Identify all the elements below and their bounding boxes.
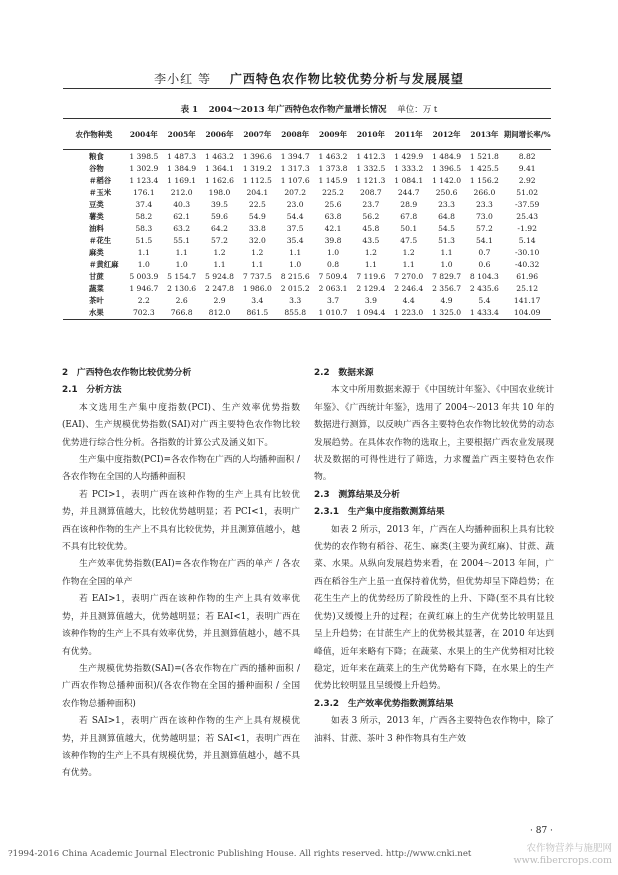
table-row [63, 295, 551, 307]
value-cell: 204.1 [246, 187, 269, 197]
value-cell: 2 063.1 [318, 284, 348, 294]
column-header: 2007年 [238, 119, 276, 150]
table-row [63, 174, 551, 186]
value-cell: 40.3 [173, 199, 191, 209]
value-cell: 1 521.8 [469, 151, 499, 161]
value-cell: 32.0 [248, 235, 266, 245]
crop-name-cell: ＃稻谷 [89, 175, 112, 185]
column-header: 2013年 [465, 119, 503, 150]
table-row [63, 307, 551, 320]
crop-name-cell: 豆类 [89, 199, 104, 209]
body-paragraph: 生产规模优势指数(SAI)=(各农作物在广西的播种面积 / 广西农作物总播种面积)/(各农作物在全国的播种面积 / 全国农作物总播种面积) [62, 663, 300, 709]
value-cell: 2 015.2 [280, 284, 310, 294]
value-cell: 58.3 [135, 223, 153, 233]
value-cell: 766.8 [163, 307, 201, 320]
value-cell: 25.43 [516, 211, 539, 221]
column-header: 期间增长率/% [503, 119, 551, 150]
left-column-text [62, 365, 300, 783]
value-cell: -37.59 [515, 199, 540, 209]
right-column-text [314, 365, 554, 748]
crop-name-cell: 麻类 [89, 247, 104, 257]
value-cell: 62.1 [173, 211, 191, 221]
value-cell: 1.1 [213, 259, 226, 269]
value-cell: 1.2 [213, 247, 226, 257]
value-cell: 1 319.2 [242, 163, 272, 173]
table-caption [0, 103, 618, 115]
value-cell: 45.8 [362, 223, 380, 233]
value-cell: 1 010.7 [314, 307, 352, 320]
crop-name-cell: 甘蔗 [89, 271, 104, 281]
value-cell: 1 142.0 [432, 175, 462, 185]
value-cell: 1 396.6 [242, 151, 272, 161]
value-cell: 54.1 [475, 235, 493, 245]
value-cell: 1 946.7 [129, 284, 159, 294]
value-cell: 7 119.6 [356, 271, 386, 281]
value-cell: 0.8 [326, 259, 340, 269]
value-cell: 1 317.3 [280, 163, 310, 173]
value-cell: 23.0 [286, 199, 304, 209]
value-cell: 0.6 [478, 259, 491, 269]
value-cell: 861.5 [238, 307, 276, 320]
value-cell: 4.9 [440, 296, 453, 306]
value-cell: 23.7 [362, 199, 380, 209]
value-cell: 61.96 [516, 271, 539, 281]
watermark-line: 农作物营养与施肥网 [526, 843, 612, 854]
table-row [63, 186, 551, 198]
value-cell: 1.0 [175, 259, 188, 269]
crop-name-cell: ＃玉米 [89, 187, 112, 197]
value-cell: 1 107.6 [280, 175, 310, 185]
table-caption-text: 2004～2013 年广西特色农作物产量增长情况 [208, 105, 387, 115]
value-cell: 64.2 [211, 223, 228, 233]
value-cell: 64.8 [438, 211, 456, 221]
body-paragraph: 若 EAI>1，表明广西在该种作物的生产上具有效率优势，并且测算值越大，优势越明显；若 EAI<1，表明广西在该种作物的生产上不具有效率优势，并且测算值越小，越不具有优势。 [62, 594, 300, 657]
value-cell: 225.2 [322, 187, 344, 197]
value-cell: 1.2 [402, 247, 415, 257]
table-body [63, 150, 551, 320]
value-cell: 212.0 [170, 187, 193, 197]
table-row [63, 150, 551, 163]
value-cell: 7 509.4 [318, 271, 348, 281]
crop-name-cell: 茶叶 [89, 296, 104, 306]
value-cell: -1.92 [517, 223, 537, 233]
body-paragraph: 本文中所用数据来源于《中国统计年鉴》、《中国农业统计年鉴》、《广西统计年鉴》，选用了 2004～2013 年共 10 年的数据进行测算，以反映广西各主要特色农作物比较优势的动态发展趋势。在具体农作物的选取上，主要根据广西农业发展现状及数据的可得性进行了筛选，力求覆盖广西主要特色农作物。 [314, 385, 554, 483]
value-cell: 39.5 [211, 199, 228, 209]
value-cell: 1 223.0 [390, 307, 428, 320]
value-cell: 57.2 [475, 223, 493, 233]
value-cell: 1.0 [289, 259, 302, 269]
crop-name-cell: 薯类 [89, 211, 104, 221]
value-cell: 1 325.0 [428, 307, 466, 320]
table-row [63, 222, 551, 234]
crop-name-cell: 谷物 [89, 163, 104, 173]
value-cell: 63.8 [324, 211, 342, 221]
value-cell: 3.4 [251, 296, 264, 306]
value-cell: 57.2 [211, 235, 228, 245]
crop-name-cell: 蔬菜 [89, 284, 104, 294]
value-cell: 2 246.4 [394, 284, 424, 294]
crop-name-cell: 油料 [89, 223, 104, 233]
value-cell: 1 487.3 [167, 151, 197, 161]
body-paragraph: 若 SAI>1，表明广西在该种作物的生产上具有规模优势，并且测算值越大，优势越明显；若 SAI<1，表明广西在该种作物的生产上不具有规模优势，并且测算值越小，越不具有优势。 [62, 716, 300, 779]
value-cell: 51.5 [135, 235, 153, 245]
value-cell: 1 484.9 [432, 151, 462, 161]
value-cell: 1 398.5 [129, 151, 159, 161]
value-cell: -30.10 [515, 247, 540, 257]
value-cell: 1.1 [364, 259, 377, 269]
value-cell: 1 302.9 [129, 163, 159, 173]
value-cell: 1.0 [326, 247, 340, 257]
value-cell: 23.3 [475, 199, 493, 209]
value-cell: 1 169.1 [167, 175, 197, 185]
value-cell: 1.2 [364, 247, 377, 257]
value-cell: 37.5 [286, 223, 304, 233]
value-cell: 7 737.5 [242, 271, 272, 281]
value-cell: 35.4 [286, 235, 304, 245]
column-header: 2010年 [352, 119, 390, 150]
column-header: 2006年 [201, 119, 239, 150]
value-cell: 23.3 [438, 199, 456, 209]
page-number: · 87 · [530, 826, 553, 836]
value-cell: 47.5 [400, 235, 418, 245]
value-cell: 1 463.2 [318, 151, 348, 161]
value-cell: 54.9 [248, 211, 266, 221]
table-row [63, 198, 551, 210]
value-cell: 141.17 [513, 296, 541, 306]
value-cell: 1 333.2 [394, 163, 424, 173]
value-cell: 1 123.4 [129, 175, 159, 185]
value-cell: 1 396.5 [432, 163, 462, 173]
column-header: 2005年 [163, 119, 201, 150]
table-caption-label: 表 1 [180, 105, 199, 115]
body-paragraph: 如表 3 所示，2013 年，广西各主要特色农作物中，除了油料、甘蔗、茶叶 3 种作物具有生产效 [314, 716, 554, 744]
running-header [0, 70, 618, 87]
value-cell: 812.0 [201, 307, 239, 320]
body-paragraph: 本文选用生产集中度指数(PCI)、生产效率优势指数(EAI)、生产规模优势指数(SAI)对广西主要特色农作物比较优势进行综合性分析。各指数的计算公式及涵义如下。 [62, 402, 300, 448]
value-cell: 22.5 [248, 199, 266, 209]
value-cell: 1 394.7 [280, 151, 310, 161]
value-cell: 208.7 [360, 187, 382, 197]
table-unit: 单位：万 t [397, 105, 438, 115]
watermark-line: www.fibercrops.com [513, 855, 612, 866]
value-cell: 1.1 [402, 259, 415, 269]
value-cell: 1 121.3 [356, 175, 386, 185]
value-cell: 1.1 [251, 259, 264, 269]
value-cell: 63.2 [173, 223, 191, 233]
value-cell: 2.6 [175, 296, 188, 306]
value-cell: 67.8 [400, 211, 418, 221]
header-title: 广西特色农作物比较优势分析与发展展望 [229, 72, 464, 86]
value-cell: 4.4 [402, 296, 415, 306]
value-cell: 28.9 [400, 199, 418, 209]
value-cell: 1.1 [175, 247, 188, 257]
value-cell: 1.1 [440, 247, 453, 257]
value-cell: 104.09 [503, 307, 551, 320]
table-row [63, 270, 551, 282]
value-cell: 1 986.0 [242, 284, 272, 294]
value-cell: 1.0 [440, 259, 453, 269]
value-cell: 5 924.8 [205, 271, 234, 281]
section-heading: 2 广西特色农作物比较优势分析 [62, 368, 192, 378]
value-cell: 2 247.8 [205, 284, 234, 294]
table-header-row [63, 119, 551, 150]
value-cell: 2 130.6 [167, 284, 197, 294]
value-cell: 51.3 [438, 235, 456, 245]
value-cell: 1 162.6 [205, 175, 234, 185]
table-row [63, 246, 551, 258]
value-cell: 73.0 [475, 211, 493, 221]
value-cell: 176.1 [132, 187, 155, 197]
value-cell: 1 145.9 [318, 175, 348, 185]
value-cell: 25.12 [516, 284, 539, 294]
value-cell: 1 433.4 [465, 307, 503, 320]
value-cell: 1.1 [289, 247, 302, 257]
crop-name-cell: 水果 [63, 307, 125, 320]
value-cell: 2 356.7 [432, 284, 462, 294]
value-cell: 2 129.4 [356, 284, 386, 294]
column-header: 农作物种类 [63, 119, 125, 150]
value-cell: 855.8 [276, 307, 314, 320]
value-cell: 56.2 [362, 211, 380, 221]
value-cell: 207.2 [284, 187, 307, 197]
production-growth-table [63, 118, 551, 320]
value-cell: 250.6 [435, 187, 458, 197]
table-row [63, 283, 551, 295]
value-cell: 1 094.4 [352, 307, 390, 320]
value-cell: 7 270.0 [394, 271, 424, 281]
value-cell: 1 332.5 [356, 163, 386, 173]
value-cell: 54.4 [286, 211, 304, 221]
value-cell: 266.0 [473, 187, 496, 197]
value-cell: 0.7 [478, 247, 491, 257]
value-cell: 25.6 [324, 199, 342, 209]
header-authors: 李小红 等 [154, 72, 211, 86]
value-cell: 1 112.5 [242, 175, 272, 185]
value-cell: 1.2 [251, 247, 264, 257]
value-cell: 43.5 [362, 235, 380, 245]
body-paragraph: 如表 2 所示，2013 年，广西在人均播种面积上具有比较优势的农作物有稻谷、花生、麻类(主要为黄红麻)、甘蔗、蔬菜、水果。从纵向发展趋势来看，在 2004～2013 年间，广西在稻谷生产上虽一直保持着优势，但优势却呈下降趋势；在花生生产上的优势经历了阶段性的上升、下降(至不具有比较优势)又缓慢上升的过程；在黄红麻上的生产优势比较明显且呈上升趋势；在甘蔗生产上的优势极其显著，在 2010 年达到峰值，近年来略有下降；在蔬菜、水果上的生产优势相对比较稳定，近年来在蔬菜上的生产优势略有下降，在水果上的生产优势比较明显且呈缓慢上升趋势。 [314, 524, 554, 692]
value-cell: 2 435.6 [469, 284, 499, 294]
copyright-footer: ?1994-2016 China Academic Journal Electronic Publishing House. All rights reserved. http://www.cnki.net [8, 849, 472, 859]
crop-name-cell: ＃黄红麻 [89, 259, 119, 269]
value-cell: 1 429.9 [394, 151, 424, 161]
value-cell: 59.6 [211, 211, 228, 221]
value-cell: 9.41 [518, 163, 536, 173]
value-cell: 33.8 [248, 223, 266, 233]
value-cell: 2.2 [137, 296, 150, 306]
value-cell: 5.14 [518, 235, 536, 245]
value-cell: 1.1 [137, 247, 150, 257]
value-cell: -40.32 [515, 259, 540, 269]
table-row [63, 162, 551, 174]
value-cell: 1 412.3 [356, 151, 386, 161]
value-cell: 1 463.2 [205, 151, 234, 161]
value-cell: 2.92 [518, 175, 536, 185]
value-cell: 51.02 [516, 187, 539, 197]
table-row [63, 234, 551, 246]
body-paragraph: 生产效率优势指数(EAI)=各农作物在广西的单产 / 各农作物在全国的单产 [62, 559, 300, 587]
value-cell: 5 154.7 [167, 271, 197, 281]
value-cell: 1.0 [137, 259, 150, 269]
column-header: 2011年 [390, 119, 428, 150]
value-cell: 1 425.5 [469, 163, 499, 173]
body-paragraph: 生产集中度指数(PCI)=各农作物在广西的人均播种面积 / 各农作物在全国的人均播种面积 [62, 455, 300, 483]
value-cell: 42.1 [324, 223, 342, 233]
value-cell: 50.1 [400, 223, 418, 233]
value-cell: 58.2 [135, 211, 153, 221]
header-rule [63, 88, 551, 89]
section-heading: 2.3.2 生产效率优势指数测算结果 [314, 698, 454, 709]
value-cell: 1 156.2 [469, 175, 499, 185]
section-heading: 2.2 数据来源 [314, 368, 374, 378]
table-row [63, 210, 551, 222]
value-cell: 5 003.9 [129, 271, 159, 281]
value-cell: 198.0 [208, 187, 231, 197]
section-heading: 2.1 分析方法 [62, 385, 122, 396]
value-cell: 1 364.1 [205, 163, 234, 173]
value-cell: 8.82 [518, 151, 536, 161]
column-header: 2012年 [428, 119, 466, 150]
value-cell: 244.7 [397, 187, 420, 197]
value-cell: 702.3 [125, 307, 163, 320]
value-cell: 37.4 [135, 199, 153, 209]
value-cell: 1 084.1 [394, 175, 424, 185]
value-cell: 54.5 [438, 223, 456, 233]
value-cell: 3.3 [289, 296, 302, 306]
crop-name-cell: ＃花生 [89, 235, 112, 245]
section-heading: 2.3 测算结果及分析 [314, 489, 400, 500]
value-cell: 39.8 [324, 235, 342, 245]
table-row [63, 258, 551, 270]
value-cell: 5.4 [478, 296, 491, 306]
value-cell: 7 829.7 [432, 271, 462, 281]
column-header: 2008年 [276, 119, 314, 150]
watermark [480, 843, 612, 867]
value-cell: 3.9 [364, 296, 377, 306]
value-cell: 55.1 [173, 235, 191, 245]
value-cell: 1 373.8 [318, 163, 348, 173]
column-header: 2004年 [125, 119, 163, 150]
value-cell: 8 215.6 [280, 271, 310, 281]
value-cell: 2.9 [213, 296, 226, 306]
body-paragraph: 若 PCI>1，表明广西在该种作物的生产上具有比较优势，并且测算值越大，比较优势越明显；若 PCI<1，表明广西在该种作物的生产上不具有比较优势，并且测算值越小，越不具有比较优势。 [62, 489, 300, 553]
section-heading: 2.3.1 生产集中度指数测算结果 [314, 507, 445, 518]
crop-name-cell: 粮食 [89, 151, 104, 161]
value-cell: 3.7 [326, 296, 340, 306]
value-cell: 8 104.3 [469, 271, 499, 281]
value-cell: 1 384.9 [167, 163, 197, 173]
column-header: 2009年 [314, 119, 352, 150]
